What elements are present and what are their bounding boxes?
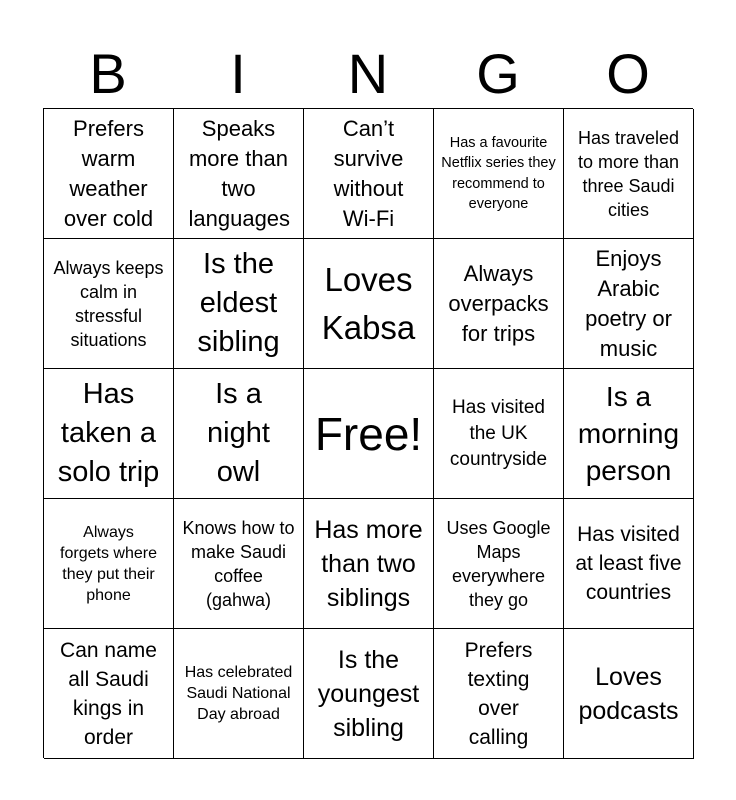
- bingo-cell-text: Has taken a solo trip: [57, 378, 160, 488]
- bingo-cell-text: Prefers texting over calling: [464, 638, 533, 749]
- bingo-cell[interactable]: [44, 499, 174, 629]
- bingo-cell[interactable]: [434, 239, 564, 369]
- bingo-cell[interactable]: [174, 109, 304, 239]
- bingo-cell-text: Enjoys Arabic poetry or music: [585, 245, 672, 361]
- bingo-cell[interactable]: [44, 239, 174, 369]
- bingo-cell[interactable]: [44, 629, 174, 759]
- bingo-cell[interactable]: [174, 239, 304, 369]
- bingo-cell-text: Loves podcasts: [578, 662, 679, 725]
- bingo-cell-text: Uses Google Maps everywhere they go: [446, 517, 551, 610]
- free-space[interactable]: [304, 369, 434, 499]
- bingo-cell-text: Can name all Saudi kings in order: [60, 638, 157, 749]
- header-letter-g: G: [476, 42, 520, 105]
- bingo-cell-text: Is a night owl: [207, 378, 270, 488]
- bingo-cell[interactable]: [44, 369, 174, 499]
- bingo-cell[interactable]: [174, 499, 304, 629]
- bingo-cell-text: Loves Kabsa: [321, 260, 416, 346]
- bingo-cell-text: Is the eldest sibling: [197, 248, 280, 358]
- bingo-cell[interactable]: [564, 499, 694, 629]
- free-space-text: Free!: [314, 407, 423, 460]
- bingo-cell-text: Prefers warm weather over cold: [63, 115, 154, 231]
- bingo-cell[interactable]: [304, 629, 434, 759]
- bingo-cell[interactable]: [564, 239, 694, 369]
- bingo-cell-text: Is the youngest sibling: [317, 645, 420, 742]
- bingo-cell-text: Always overpacks for trips: [448, 260, 549, 346]
- bingo-cell[interactable]: [434, 499, 564, 629]
- bingo-cell[interactable]: [174, 369, 304, 499]
- bingo-cell-text: Has more than two siblings: [314, 515, 423, 612]
- bingo-cell-text: Is a morning person: [577, 381, 680, 486]
- bingo-cell-text: Knows how to make Saudi coffee (gahwa): [182, 517, 295, 610]
- bingo-cell-text: Always forgets where they put their phone: [60, 523, 157, 604]
- header-letter-n: N: [347, 42, 389, 105]
- bingo-cell-text: Has celebrated Saudi National Day abroad: [184, 664, 293, 723]
- bingo-cell-text: Has visited at least five countries: [575, 523, 682, 604]
- bingo-cell[interactable]: [174, 629, 304, 759]
- bingo-cell[interactable]: [564, 109, 694, 239]
- bingo-cell[interactable]: [564, 369, 694, 499]
- bingo-cell-text: Speaks more than two languages: [188, 115, 291, 231]
- bingo-cell[interactable]: [434, 109, 564, 239]
- bingo-cell-text: Has traveled to more than three Saudi cities: [577, 127, 680, 220]
- bingo-cell[interactable]: [434, 369, 564, 499]
- bingo-cell-text: Can’t survive without Wi-Fi: [333, 115, 404, 231]
- header-letter-o: O: [606, 42, 650, 105]
- bingo-cell[interactable]: [44, 109, 174, 239]
- bingo-cell[interactable]: [434, 629, 564, 759]
- bingo-cell[interactable]: [564, 629, 694, 759]
- bingo-cell-text: Has a favourite Netflix series they recommend to everyone: [441, 134, 556, 212]
- bingo-grid: [43, 108, 693, 758]
- bingo-header: [43, 40, 693, 108]
- header-letter-i: I: [230, 42, 246, 105]
- bingo-cell[interactable]: [304, 109, 434, 239]
- bingo-cell-text: Always keeps calm in stressful situations: [53, 257, 164, 350]
- bingo-cell[interactable]: [304, 239, 434, 369]
- bingo-cell-text: Has visited the UK countryside: [449, 396, 548, 470]
- header-letter-b: B: [89, 42, 127, 105]
- bingo-cell[interactable]: [304, 499, 434, 629]
